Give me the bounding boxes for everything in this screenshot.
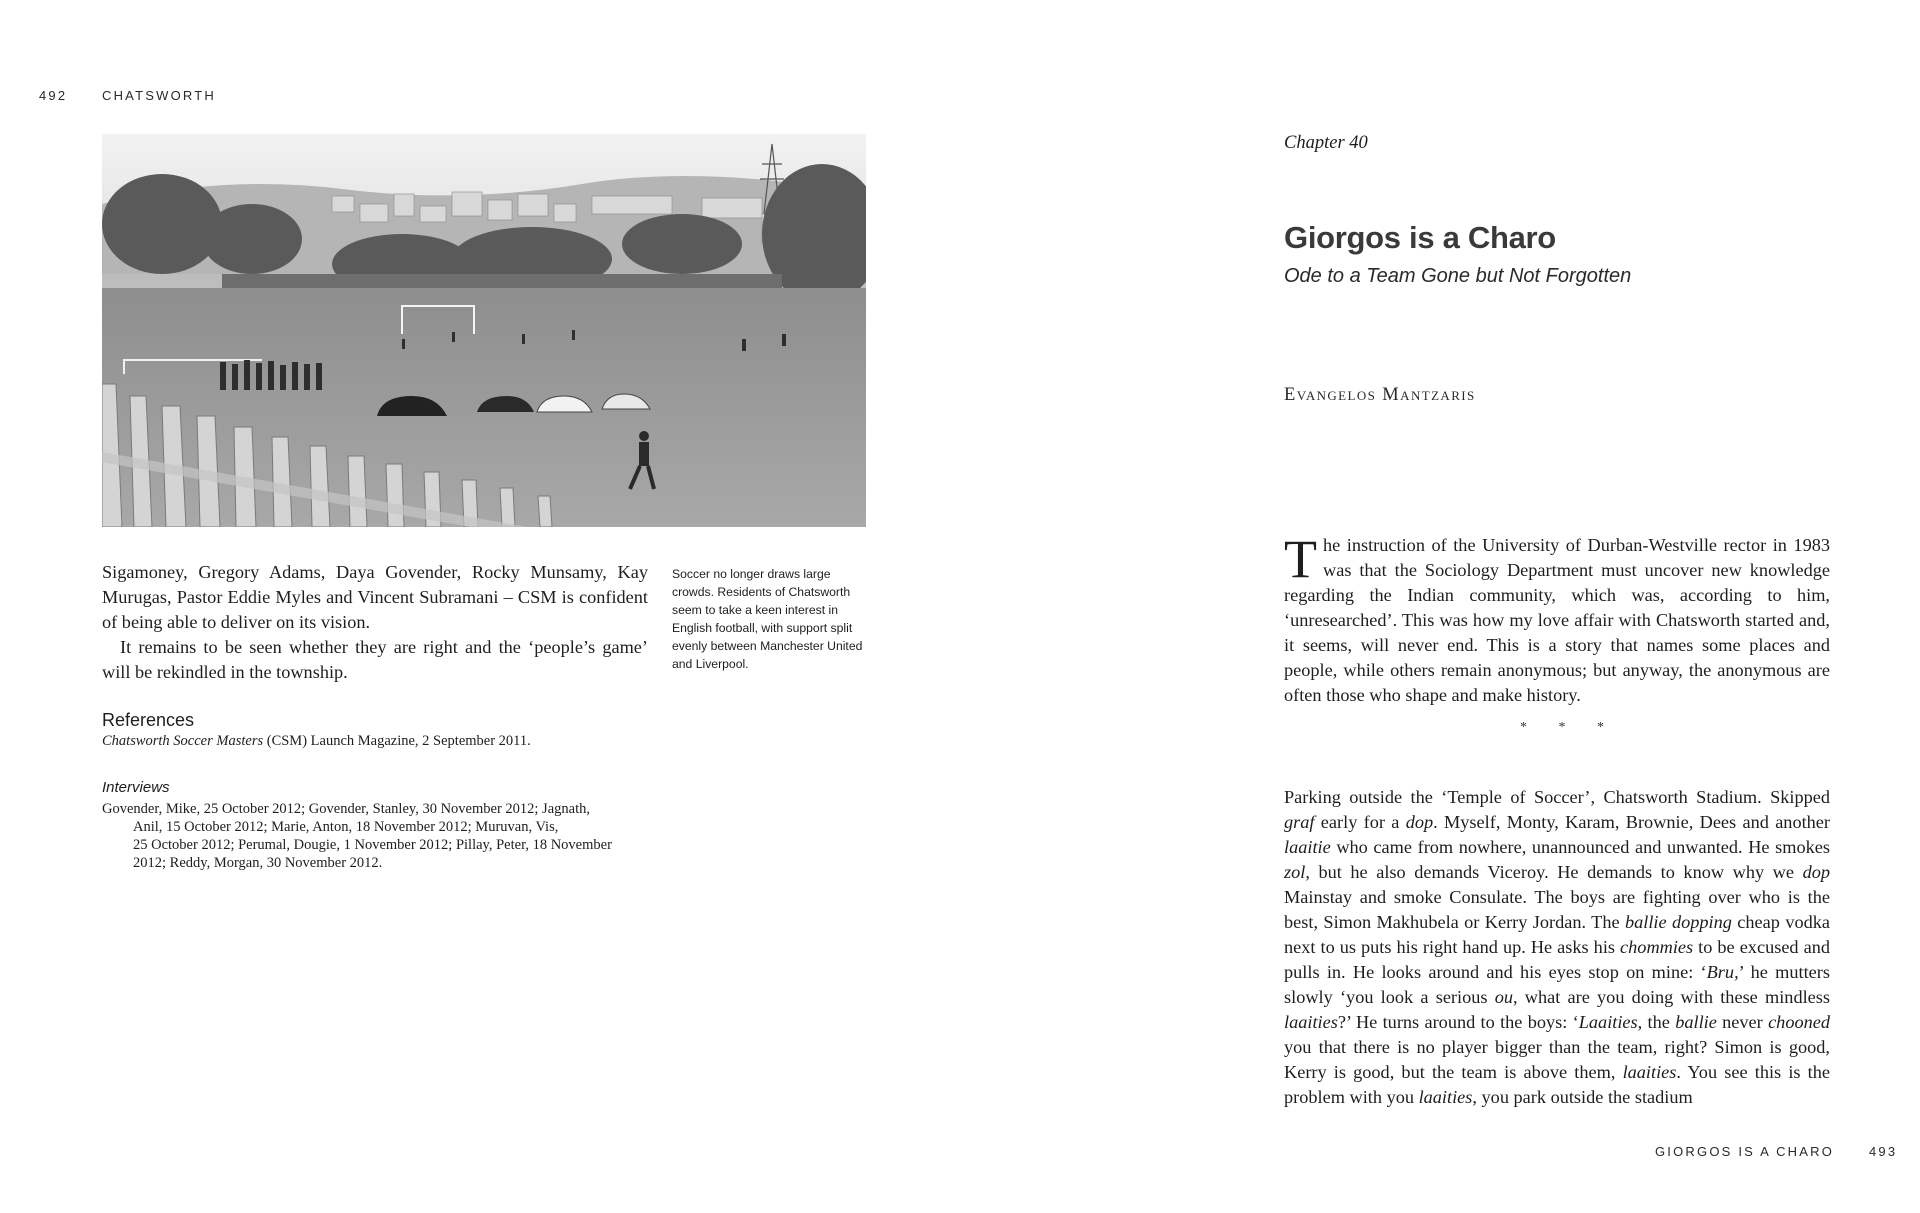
story-segment: Parking outside the ‘Temple of Soccer’, Chatsworth Stadium. Skipped <box>1284 787 1830 807</box>
right-page-number: 493 <box>1869 1144 1898 1159</box>
interview-line: Anil, 15 October 2012; Marie, Anton, 18 November 2012; Muruvan, Vis, <box>133 819 559 835</box>
italic-term: chommies <box>1620 937 1694 957</box>
italic-term: ballie dopping <box>1624 912 1732 932</box>
italic-term: Laaities <box>1578 1012 1638 1032</box>
italic-term: laaities <box>1418 1087 1473 1107</box>
story-segment: who came from nowhere, unannounced and unwanted. He smokes <box>1330 837 1830 857</box>
story-segment: , but he also demands Viceroy. He demands to know why we <box>1305 862 1803 882</box>
body-paragraph-1: Sigamoney, Gregory Adams, Daya Govender, Rocky Munsamy, Kay Murugas, Pastor Eddie Myles and Vincent Subramani – CSM is confident of being able to deliver on its vision. <box>102 562 648 632</box>
story-paragraph <box>1284 785 1830 1110</box>
interviews-heading: Interviews <box>102 779 170 796</box>
left-page-number: 492 <box>39 88 68 103</box>
italic-term: chooned <box>1768 1012 1830 1032</box>
drop-cap: T <box>1284 529 1317 589</box>
story-segment: cheap vodka next to us puts his right hand up. He asks his <box>1284 912 1830 957</box>
photo-illustration <box>102 134 866 527</box>
story-segment: early for a <box>1314 812 1406 832</box>
story-segment: ?’ He turns around to the boys: ‘ <box>1337 1012 1579 1032</box>
section-break-dinkus: * * * <box>1520 720 1618 735</box>
story-text <box>1284 785 1830 1110</box>
chapter-label: Chapter 40 <box>1284 133 1368 153</box>
photo-caption: Soccer no longer draws large crowds. Residents of Chatsworth seem to take a keen interest in English football, with support split evenly between Manchester United and Liverpool. <box>672 567 863 671</box>
author-name: Evangelos Mantzaris <box>1284 385 1476 405</box>
story-segment: , you park outside the stadium <box>1472 1087 1693 1107</box>
italic-term: laaities <box>1284 1012 1338 1032</box>
references-heading: References <box>102 710 195 730</box>
reference-detail: (CSM) Launch Magazine, 2 September 2011. <box>263 733 531 749</box>
chapter-subtitle: Ode to a Team Gone but Not Forgotten <box>1284 265 1632 287</box>
interview-line: 2012; Reddy, Morgan, 30 November 2012. <box>133 855 383 871</box>
reference-entry <box>102 732 531 750</box>
interviews-list <box>102 800 642 872</box>
story-segment: . You see this is the problem with you <box>1284 1062 1830 1107</box>
italic-term: Bru, <box>1706 962 1739 982</box>
left-running-title: CHATSWORTH <box>102 88 216 103</box>
body-paragraph-2: It remains to be seen whether they are right and the ‘people’s game’ will be rekindled in the township. <box>102 637 648 682</box>
story-segment: , what are you doing with these mindless <box>1513 987 1831 1007</box>
italic-term: zol <box>1284 862 1306 882</box>
intro-paragraph <box>1284 529 1830 708</box>
left-body-text <box>102 560 648 685</box>
italic-term: graf <box>1284 812 1315 832</box>
italic-term: ou <box>1494 987 1513 1007</box>
italic-term: dop <box>1802 862 1830 882</box>
interview-line: Govender, Mike, 25 October 2012; Govender, Stanley, 30 November 2012; Jagnath, <box>102 801 590 817</box>
italic-term: ballie <box>1675 1012 1717 1032</box>
story-segment: . Myself, Monty, Karam, Brownie, Dees and another <box>1433 812 1831 832</box>
reference-title: Chatsworth Soccer Masters <box>102 733 264 749</box>
story-segment: ’ he mutters slowly ‘you look a serious <box>1284 962 1830 1007</box>
story-segment: , the <box>1637 1012 1676 1032</box>
intro-text: he instruction of the University of Durban-Westville rector in 1983 was that the Sociology Department must uncover new knowledge regarding the Indian community, which was, according to him, ‘unresearched’. This was how my love affair with Chatsworth started and, it seems, will never end. This is a story that names some places and people, while others remain anonymous; but anyway, the anonymous are often those who shape and make history. <box>1284 535 1830 705</box>
right-running-title: GIORGOS IS A CHARO <box>1655 1144 1835 1159</box>
italic-term: dop <box>1405 812 1434 832</box>
story-segment: never <box>1716 1012 1769 1032</box>
interview-line: 25 October 2012; Perumal, Dougie, 1 November 2012; Pillay, Peter, 18 November <box>133 837 612 853</box>
soccer-field-photo <box>102 134 866 527</box>
story-segment: Mainstay and smoke Consulate. The boys are fighting over who is the best, Simon Makhubela or Kerry Jordan. The <box>1284 887 1830 932</box>
story-segment: you that there is no player bigger than the team, right? Simon is good, Kerry is good, but the team is above them, <box>1284 1037 1830 1082</box>
story-segment: to be excused and pulls in. He looks around and his eyes stop on mine: ‘ <box>1284 937 1830 982</box>
italic-term: laaitie <box>1284 837 1331 857</box>
italic-term: laaities <box>1622 1062 1677 1082</box>
chapter-title: Giorgos is a Charo <box>1284 220 1556 255</box>
